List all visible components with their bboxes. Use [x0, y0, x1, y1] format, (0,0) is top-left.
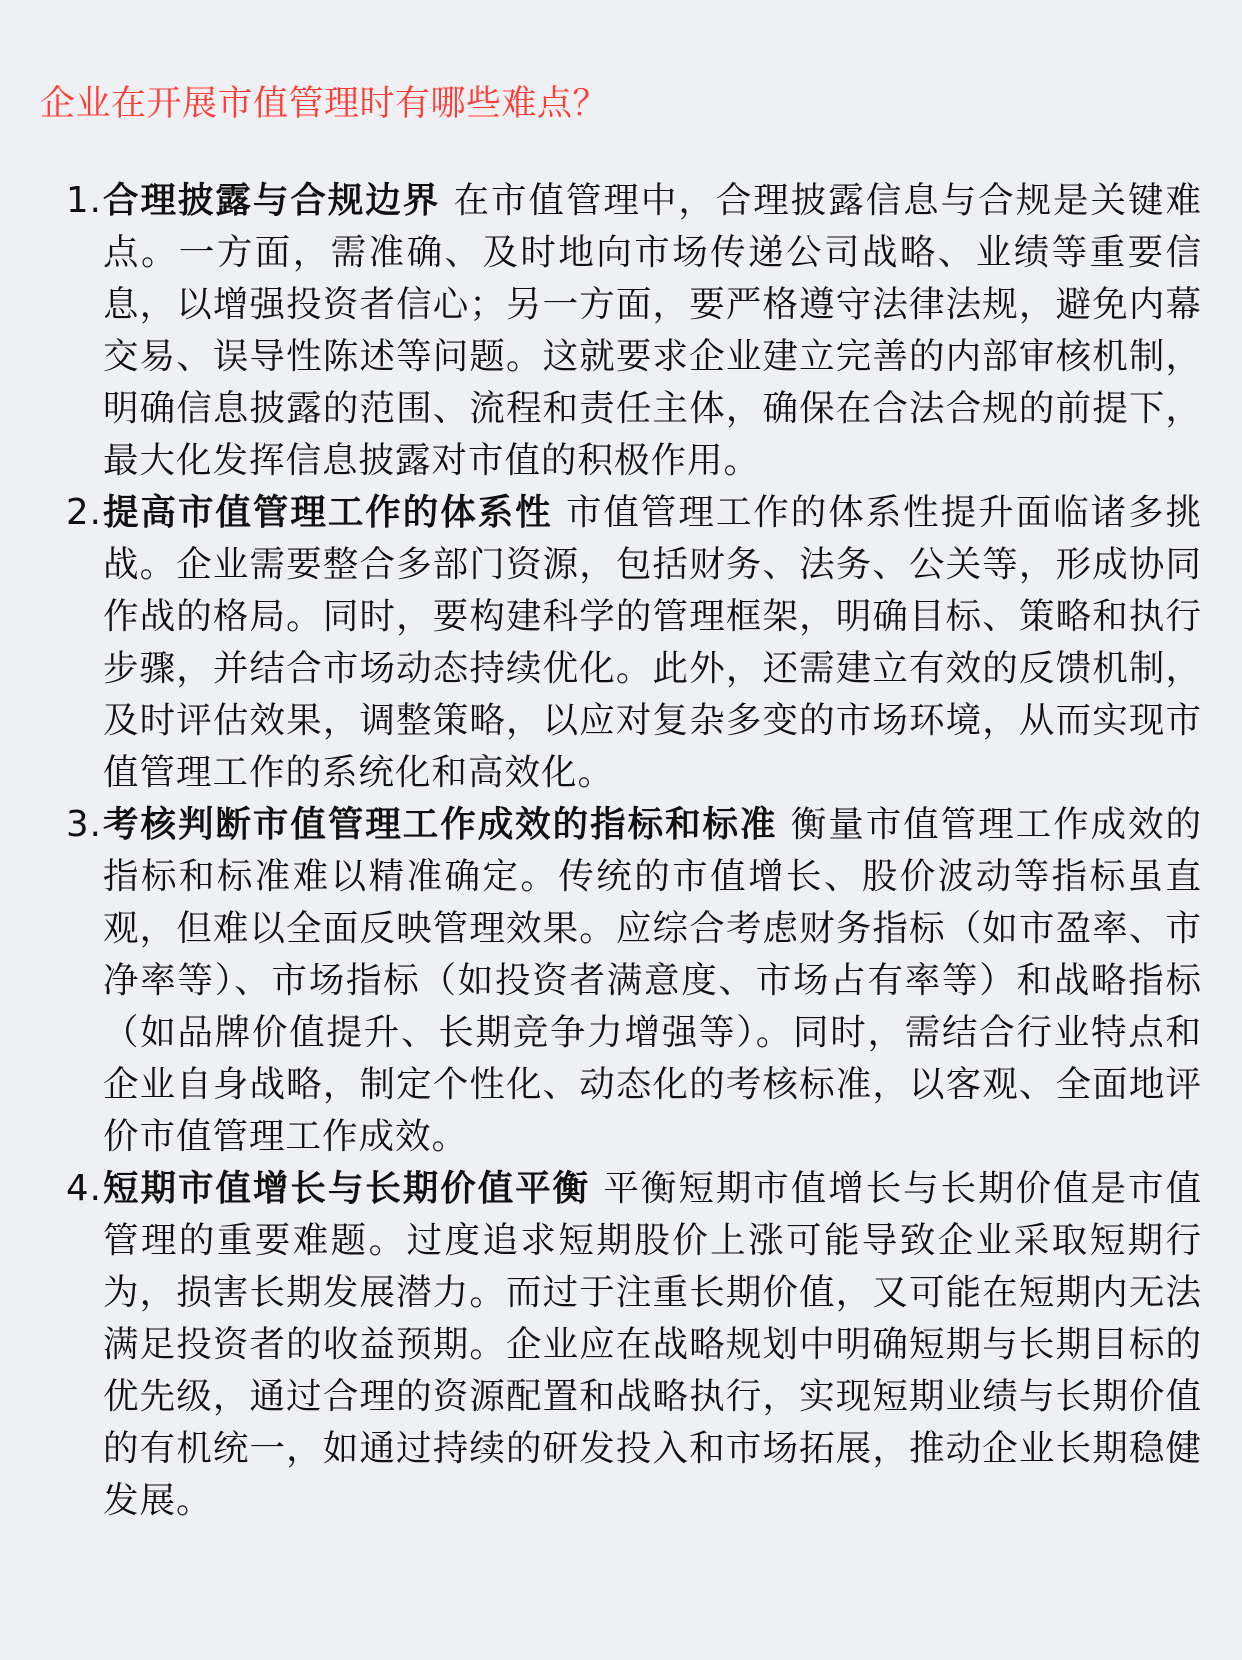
item-number: 4. — [66, 1168, 102, 1209]
difficulty-list — [66, 175, 1202, 1527]
item-heading: 合理披露与合规边界 — [103, 180, 441, 221]
item-number: 2. — [66, 492, 102, 533]
item-heading: 提高市值管理工作的体系性 — [103, 492, 553, 533]
item-number: 1. — [66, 180, 102, 221]
item-body: 衡量市值管理工作成效的指标和标准难以精准确定。传统的市值增长、股价波动等指标虽直观，但难以全面反映管理效果。应综合考虑财务指标（如市盈率、市净率等）、市场指标（如投资者满意度、市场占有率等）和战略指标（如品牌价值提升、长期竞争力增强等）。同时，需结合行业特点和企业自身战略，制定个性化、动态化的考核标准，以客观、全面地评价市值管理工作成效。 — [103, 804, 1202, 1157]
item-body: 市值管理工作的体系性提升面临诸多挑战。企业需要整合多部门资源，包括财务、法务、公关等，形成协同作战的格局。同时，要构建科学的管理框架，明确目标、策略和执行步骤，并结合市场动态持续优化。此外，还需建立有效的反馈机制，及时评估效果，调整策略，以应对复杂多变的市场环境，从而实现市值管理工作的系统化和高效化。 — [103, 492, 1202, 793]
item-heading: 短期市值增长与长期价值平衡 — [103, 1168, 591, 1209]
page-title: 企业在开展市值管理时有哪些难点？ — [40, 84, 609, 124]
list-item — [66, 487, 1202, 799]
item-body: 在市值管理中，合理披露信息与合规是关键难点。一方面，需准确、及时地向市场传递公司战略、业绩等重要信息，以增强投资者信心；另一方面，要严格遵守法律法规，避免内幕交易、误导性陈述等问题。这就要求企业建立完善的内部审核机制，明确信息披露的范围、流程和责任主体，确保在合法合规的前提下，最大化发挥信息披露对市值的积极作用。 — [103, 180, 1202, 481]
list-item — [66, 1163, 1202, 1527]
list-item — [66, 175, 1202, 487]
list-item — [66, 799, 1202, 1163]
item-heading: 考核判断市值管理工作成效的指标和标准 — [103, 804, 778, 845]
item-number: 3. — [66, 804, 102, 845]
item-body: 平衡短期市值增长与长期价值是市值管理的重要难题。过度追求短期股价上涨可能导致企业采取短期行为，损害长期发展潜力。而过于注重长期价值，又可能在短期内无法满足投资者的收益预期。企业应在战略规划中明确短期与长期目标的优先级，通过合理的资源配置和战略执行，实现短期业绩与长期价值的有机统一，如通过持续的研发投入和市场拓展，推动企业长期稳健发展。 — [103, 1168, 1202, 1521]
